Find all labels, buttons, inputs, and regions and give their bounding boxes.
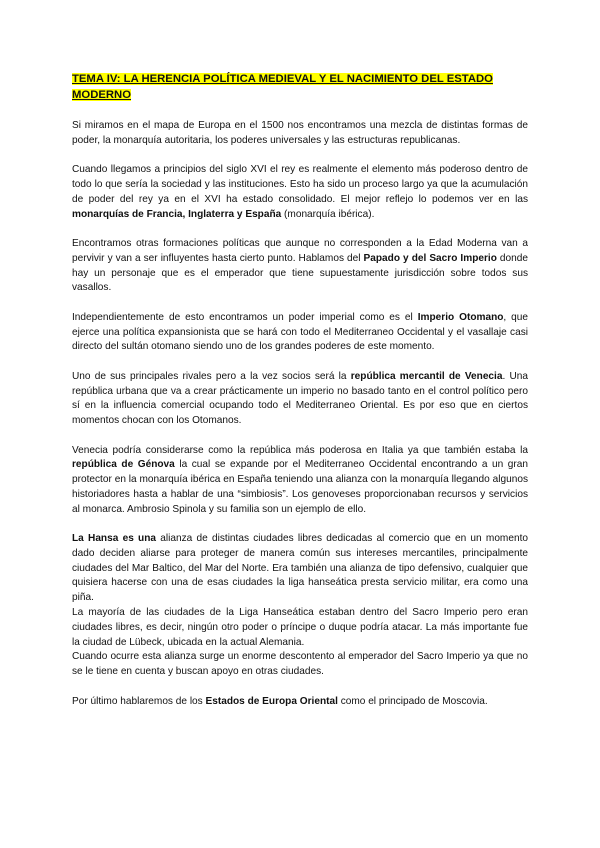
paragraph-6-text-a: Venecia podría considerarse como la república más poderosa en Italia ya que también estaba la — [72, 444, 528, 456]
paragraph-2 — [72, 163, 528, 222]
paragraph-4 — [72, 311, 528, 355]
paragraph-3-bold: Papado y del Sacro Imperio — [363, 252, 497, 264]
paragraph-3-text-b: donde hay un personaje que es el emperador que tiene supuestamente jurisdicción sobre todos sus vasallos. — [72, 252, 528, 294]
paragraph-7 — [72, 532, 528, 606]
paragraph-5 — [72, 370, 528, 429]
paragraph-10-text-b: como el principado de Moscovia. — [337, 695, 488, 707]
paragraph-6 — [72, 444, 528, 518]
paragraph-5-text-a: Uno de sus principales rivales pero a la vez socios será la — [72, 370, 351, 382]
paragraph-10-text-a: Por último hablaremos de los — [72, 695, 206, 707]
paragraph-5-bold: república mercantil de Venecia — [350, 370, 503, 382]
paragraph-9: Cuando ocurre esta alianza surge un enorme descontento al emperador del Sacro Imperio ya que no se le tiene en cuenta y buscan apoyo en otras ciudades. — [72, 651, 528, 678]
paragraph-4-text-a: Independientemente de esto encontramos un poder imperial como es el — [72, 311, 418, 323]
paragraph-4-text-b: , que ejerce una política expansionista que se hará con todo el Mediterraneo Occidental y el vasallaje casi directo del sultán otomano siendo uno de los grandes poderes de este momento. — [72, 311, 528, 353]
paragraph-3 — [72, 237, 528, 296]
paragraph-7-bold: La Hansa es una — [72, 533, 157, 545]
paragraph-7-text: alianza de distintas ciudades libres dedicadas al comercio que en un momento dado deciden aliarse para proteger de manera común sus intereses mercantiles, principalmente ciudades del Mar Baltico, del Mar del Norte. Era también una alianza de tipo defensivo, cualquier que quisiera hacerse con una de esas ciudades la liga hanseática presta servicio militar, era como una piña. — [72, 533, 528, 604]
title-text: TEMA IV: LA HERENCIA POLÍTICA MEDIEVAL Y EL NACIMIENTO DEL ESTADO MODERNO — [72, 73, 493, 101]
paragraph-1: Si miramos en el mapa de Europa en el 1500 nos encontramos una mezcla de distintas formas de poder, la monarquía autoritaria, los poderes universales y las estructuras republicanas. — [72, 120, 528, 146]
paragraph-2-text-b: (monarquía ibérica). — [281, 208, 375, 220]
document-title — [72, 72, 528, 103]
paragraph-8: La mayoría de las ciudades de la Liga Hanseática estaban dentro del Sacro Imperio pero eran ciudades libres, es decir, ningún otro poder o príncipe o duque podría atacar. La más importante fue la ciudad de Lübeck, ubicada en la actual Alemania. — [72, 607, 528, 648]
paragraph-2-text-a: Cuando llegamos a principios del siglo XVI el rey es realmente el elemento más poderoso dentro de todo lo que sería la sociedad y las instituciones. Esto ha sido un proceso largo ya que la acumulación de poder del rey ya en el XVI ha estado consolidado. El mejor reflejo lo podemos ver en las — [72, 164, 528, 205]
paragraph-6-bold: república de Génova — [72, 459, 175, 471]
paragraph-2-bold: monarquías de Francia, Inglaterra y España — [72, 208, 282, 220]
document-body — [72, 72, 528, 709]
paragraph-6-text-b: la cual se expande por el Mediterraneo Occidental encontrando a un gran protector en la monarquía ibérica en España teniendo una alianza con la monarquía llegando algunos historiadores hasta a hablar de una “simbiosis”. Los genoveses proporcionaban recursos y servicios al monarca. Ambrosio Spinola y su familia son un ejemplo de ello. — [72, 459, 528, 515]
paragraph-5-text-b: . Una república urbana que va a crear prácticamente un imperio no basado tanto en el control político pero sí en la influencia comercial ocupando todo el Mediterraneo Oriental. Es por eso que en ciertos momentos chocan con los Otomanos. — [72, 370, 528, 427]
paragraph-10-bold: Estados de Europa Oriental — [205, 695, 338, 707]
paragraph-4-bold: Imperio Otomano — [417, 311, 504, 323]
paragraph-10 — [72, 695, 528, 710]
paragraph-3-text-a: Encontramos otras formaciones políticas que aunque no corresponden a la Edad Moderna van a pervivir y van a ser influyentes hasta cierto punto. Hablamos del — [72, 237, 528, 264]
